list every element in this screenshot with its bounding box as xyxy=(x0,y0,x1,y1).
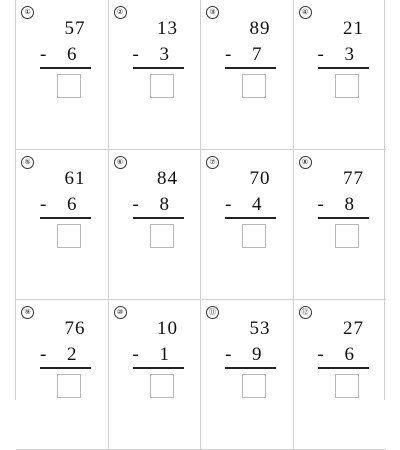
answer-box[interactable] xyxy=(242,224,266,248)
answer-box[interactable] xyxy=(335,374,359,398)
minus-sign: - xyxy=(132,344,139,365)
answer-line xyxy=(40,217,91,219)
minus-sign: - xyxy=(40,344,47,365)
answer-box[interactable] xyxy=(150,224,174,248)
subtrahend: 7 xyxy=(252,44,262,65)
worksheet xyxy=(15,0,385,400)
problem-cell xyxy=(294,150,387,300)
answer-line xyxy=(40,67,91,69)
subtrahend: 1 xyxy=(159,344,169,365)
problem-cell xyxy=(294,300,387,450)
problem-number: ④ xyxy=(299,6,312,19)
subtrahend: 8 xyxy=(159,194,169,215)
problem-number: ⑨ xyxy=(21,306,34,319)
subtrahend: 6 xyxy=(67,194,77,215)
answer-line xyxy=(318,67,369,69)
answer-line xyxy=(318,217,369,219)
minus-sign: - xyxy=(132,44,139,65)
minuend: 53 xyxy=(249,318,271,339)
problem-number: ⑥ xyxy=(114,156,127,169)
answer-box[interactable] xyxy=(57,224,81,248)
problem-number: ⑧ xyxy=(299,156,312,169)
problem-number: ⑦ xyxy=(206,156,219,169)
answer-line xyxy=(133,367,184,369)
minus-sign: - xyxy=(317,344,324,365)
subtrahend: 2 xyxy=(67,344,77,365)
answer-line xyxy=(133,217,184,219)
problem-cell xyxy=(109,150,202,300)
answer-box[interactable] xyxy=(242,374,266,398)
problem-cell xyxy=(16,300,109,450)
minuend: 70 xyxy=(249,168,271,189)
answer-box[interactable] xyxy=(57,74,81,98)
minuend: 84 xyxy=(157,168,178,189)
answer-line xyxy=(318,367,369,369)
problem-cell xyxy=(16,150,109,300)
minuend: 57 xyxy=(64,18,86,39)
minus-sign: - xyxy=(40,44,47,65)
answer-box[interactable] xyxy=(335,74,359,98)
problem-cell xyxy=(109,300,202,450)
minuend: 13 xyxy=(157,18,178,39)
answer-line xyxy=(225,67,276,69)
problem-number: ⑫ xyxy=(299,306,312,319)
minus-sign: - xyxy=(317,194,324,215)
problem-cell xyxy=(201,300,294,450)
minuend: 61 xyxy=(64,168,86,189)
problem-cell xyxy=(201,150,294,300)
answer-box[interactable] xyxy=(150,74,174,98)
minuend: 76 xyxy=(64,318,86,339)
minuend: 89 xyxy=(249,18,271,39)
minus-sign: - xyxy=(225,344,232,365)
subtrahend: 8 xyxy=(344,194,354,215)
problem-number: ③ xyxy=(206,6,219,19)
minus-sign: - xyxy=(40,194,47,215)
problem-number: ① xyxy=(21,6,34,19)
answer-box[interactable] xyxy=(335,224,359,248)
minuend: 10 xyxy=(157,318,178,339)
subtrahend: 3 xyxy=(159,44,169,65)
minus-sign: - xyxy=(225,44,232,65)
minuend: 77 xyxy=(343,168,364,189)
minus-sign: - xyxy=(132,194,139,215)
answer-line xyxy=(225,217,276,219)
problem-cell xyxy=(294,0,387,150)
minuend: 27 xyxy=(343,318,364,339)
answer-box[interactable] xyxy=(242,74,266,98)
answer-line xyxy=(133,67,184,69)
subtrahend: 6 xyxy=(67,44,77,65)
answer-box[interactable] xyxy=(57,374,81,398)
subtrahend: 9 xyxy=(252,344,262,365)
subtrahend: 3 xyxy=(344,44,354,65)
problem-cell xyxy=(201,0,294,150)
problem-number: ⑤ xyxy=(21,156,34,169)
answer-line xyxy=(225,367,276,369)
answer-box[interactable] xyxy=(150,374,174,398)
answer-line xyxy=(40,367,91,369)
minuend: 21 xyxy=(343,18,364,39)
problem-number: ② xyxy=(114,6,127,19)
minus-sign: - xyxy=(225,194,232,215)
problem-cell xyxy=(109,0,202,150)
subtrahend: 4 xyxy=(252,194,262,215)
problem-number: ⑩ xyxy=(114,306,127,319)
problem-cell xyxy=(16,0,109,150)
subtrahend: 6 xyxy=(344,344,354,365)
minus-sign: - xyxy=(317,44,324,65)
problem-number: ⑪ xyxy=(206,306,219,319)
